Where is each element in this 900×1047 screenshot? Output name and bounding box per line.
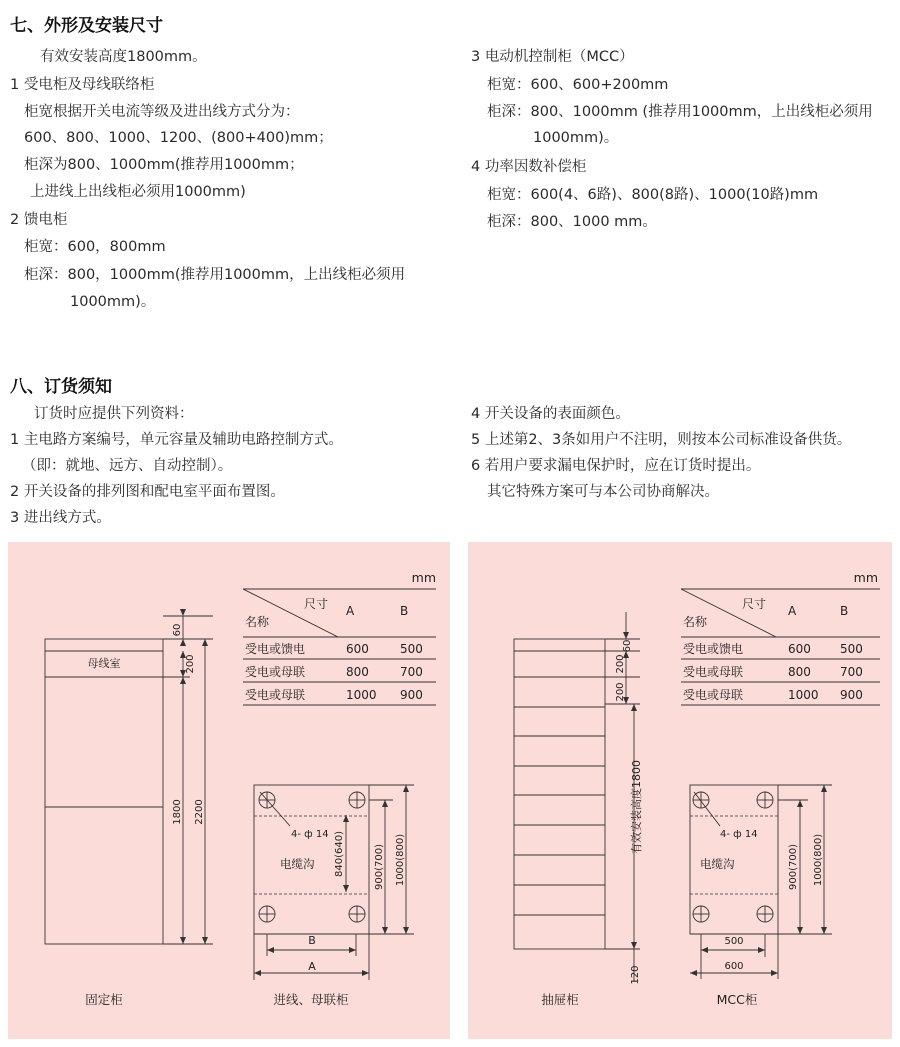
s7-line: 600、800、1000、1200、(800+400)mm； [24,130,333,146]
dim-a: A [308,960,316,973]
s7-line: 柜宽：600、600+200mm [487,77,669,93]
table-col-a: A [346,604,355,618]
section8-title: 八、订货须知 [10,377,112,397]
table-col-b: B [840,604,849,618]
dim-900: 900(700) [374,844,385,890]
s7-line: 柜深：800、1000mm (推荐用1000mm，上出线柜必须用 [487,104,873,120]
table-row-b: 900 [840,688,863,702]
table-row-a: 600 [788,642,811,656]
dim-b: B [308,934,316,947]
right-drawing-svg [468,542,892,1039]
table-row-name: 受电或母联 [245,665,306,679]
dim-900: 900(700) [788,844,799,890]
s8-line: （即：就地、远方、自动控制）。 [22,458,233,474]
dim-200: 200 [185,654,196,674]
dim-500: 500 [724,936,744,947]
table-unit: mm [411,570,436,585]
s7-line: 有效安装高度1800mm。 [40,49,207,65]
s8-line: 1 主电路方案编号，单元容量及辅助电路控制方式。 [10,432,343,448]
dim-120: 120 [630,965,641,985]
table-row-b: 500 [840,642,863,656]
caption-mcc: MCC柜 [716,992,758,1007]
s7-line: 柜宽根据开关电流等级及进出线方式分为： [24,104,300,120]
cable-trench-label: 电缆沟 [700,857,735,871]
table-row-name: 受电或母联 [683,665,744,679]
dim-effective-height: 有效安装高度1800 [630,760,643,854]
table-row-a: 800 [788,665,811,679]
hole-label: 4- ф 14 [291,829,329,840]
dim-1000: 1000(800) [395,833,406,887]
dim-1000: 1000(800) [813,833,824,887]
table-row-name: 受电或馈电 [245,642,306,656]
busbar-room-label: 母线室 [87,657,121,670]
s8-line: 订货时应提供下列资料： [34,406,194,422]
s7-line: 柜深：800，1000mm(推荐用1000mm，上出线柜必须用 [24,267,406,283]
table-row-name: 受电或母联 [683,688,744,702]
table-header-size: 尺寸 [304,597,329,611]
table-row-a: 1000 [788,688,819,702]
table-row-b: 700 [840,665,863,679]
dim-200b: 200 [615,682,626,702]
table-row-a: 800 [346,665,369,679]
fixed-cabinet-outline [45,639,163,944]
table-row-b: 900 [400,688,423,702]
table-row-a: 600 [346,642,369,656]
drawer-cabinet-outline [514,639,605,949]
dim-2200: 2200 [194,799,205,825]
s7-line: 3 电动机控制柜（MCC） [471,49,634,65]
left-drawing-panel [8,542,450,1039]
s8-line: 3 进出线方式。 [10,510,111,526]
table-row-a: 1000 [346,688,377,702]
s7-line: 1 受电柜及母线联络柜 [10,77,155,93]
dim-600: 600 [724,961,744,972]
caption-drawer: 抽屉柜 [541,992,579,1007]
s7-line: 柜深：800、1000 mm。 [487,214,657,230]
cable-trench-label: 电缆沟 [280,857,315,871]
s8-line: 4 开关设备的表面颜色。 [471,406,630,422]
s7-line: 1000mm)。 [70,294,156,310]
s8-line: 2 开关设备的排列图和配电室平面布置图。 [10,484,285,500]
dim-60: 60 [622,639,633,653]
s8-line: 其它特殊方案可与本公司协商解决。 [487,484,719,500]
dim-1800: 1800 [172,799,183,825]
s7-line: 1000mm)。 [533,130,619,146]
s7-line: 4 功率因数补偿柜 [471,159,587,175]
table-col-b: B [400,604,409,618]
table-header-name: 名称 [683,615,708,629]
table-row-name: 受电或母联 [245,688,306,702]
dim-840: 840(640) [334,831,345,877]
table-unit: mm [853,570,878,585]
table-header-name: 名称 [245,615,270,629]
table-row-b: 500 [400,642,423,656]
table-header-size: 尺寸 [742,597,767,611]
table-col-a: A [788,604,797,618]
caption-fixed: 固定柜 [85,992,123,1007]
s7-line: 2 馈电柜 [10,212,68,228]
s8-line: 5 上述第2、3条如用户不注明，则按本公司标准设备供货。 [471,432,852,448]
dim-60: 60 [172,623,183,637]
table-row-b: 700 [400,665,423,679]
s7-line: 柜深为800、1000mm(推荐用1000mm； [24,157,304,173]
hole-label: 4- ф 14 [720,829,758,840]
s8-line: 6 若用户要求漏电保护时，应在订货时提出。 [471,458,761,474]
s7-line: 柜宽：600(4、6路)、800(8路)、1000(10路)mm [487,187,819,203]
left-drawing-svg [8,542,450,1039]
right-drawing-panel [468,542,892,1039]
s7-line: 上进线上出线柜必须用1000mm) [30,184,246,200]
caption-incoming: 进线、母联柜 [273,992,349,1007]
section7-title: 七、外形及安装尺寸 [10,16,163,36]
table-row-name: 受电或馈电 [683,642,744,656]
dim-200a: 200 [615,654,626,674]
s7-line: 柜宽：600，800mm [24,239,166,255]
